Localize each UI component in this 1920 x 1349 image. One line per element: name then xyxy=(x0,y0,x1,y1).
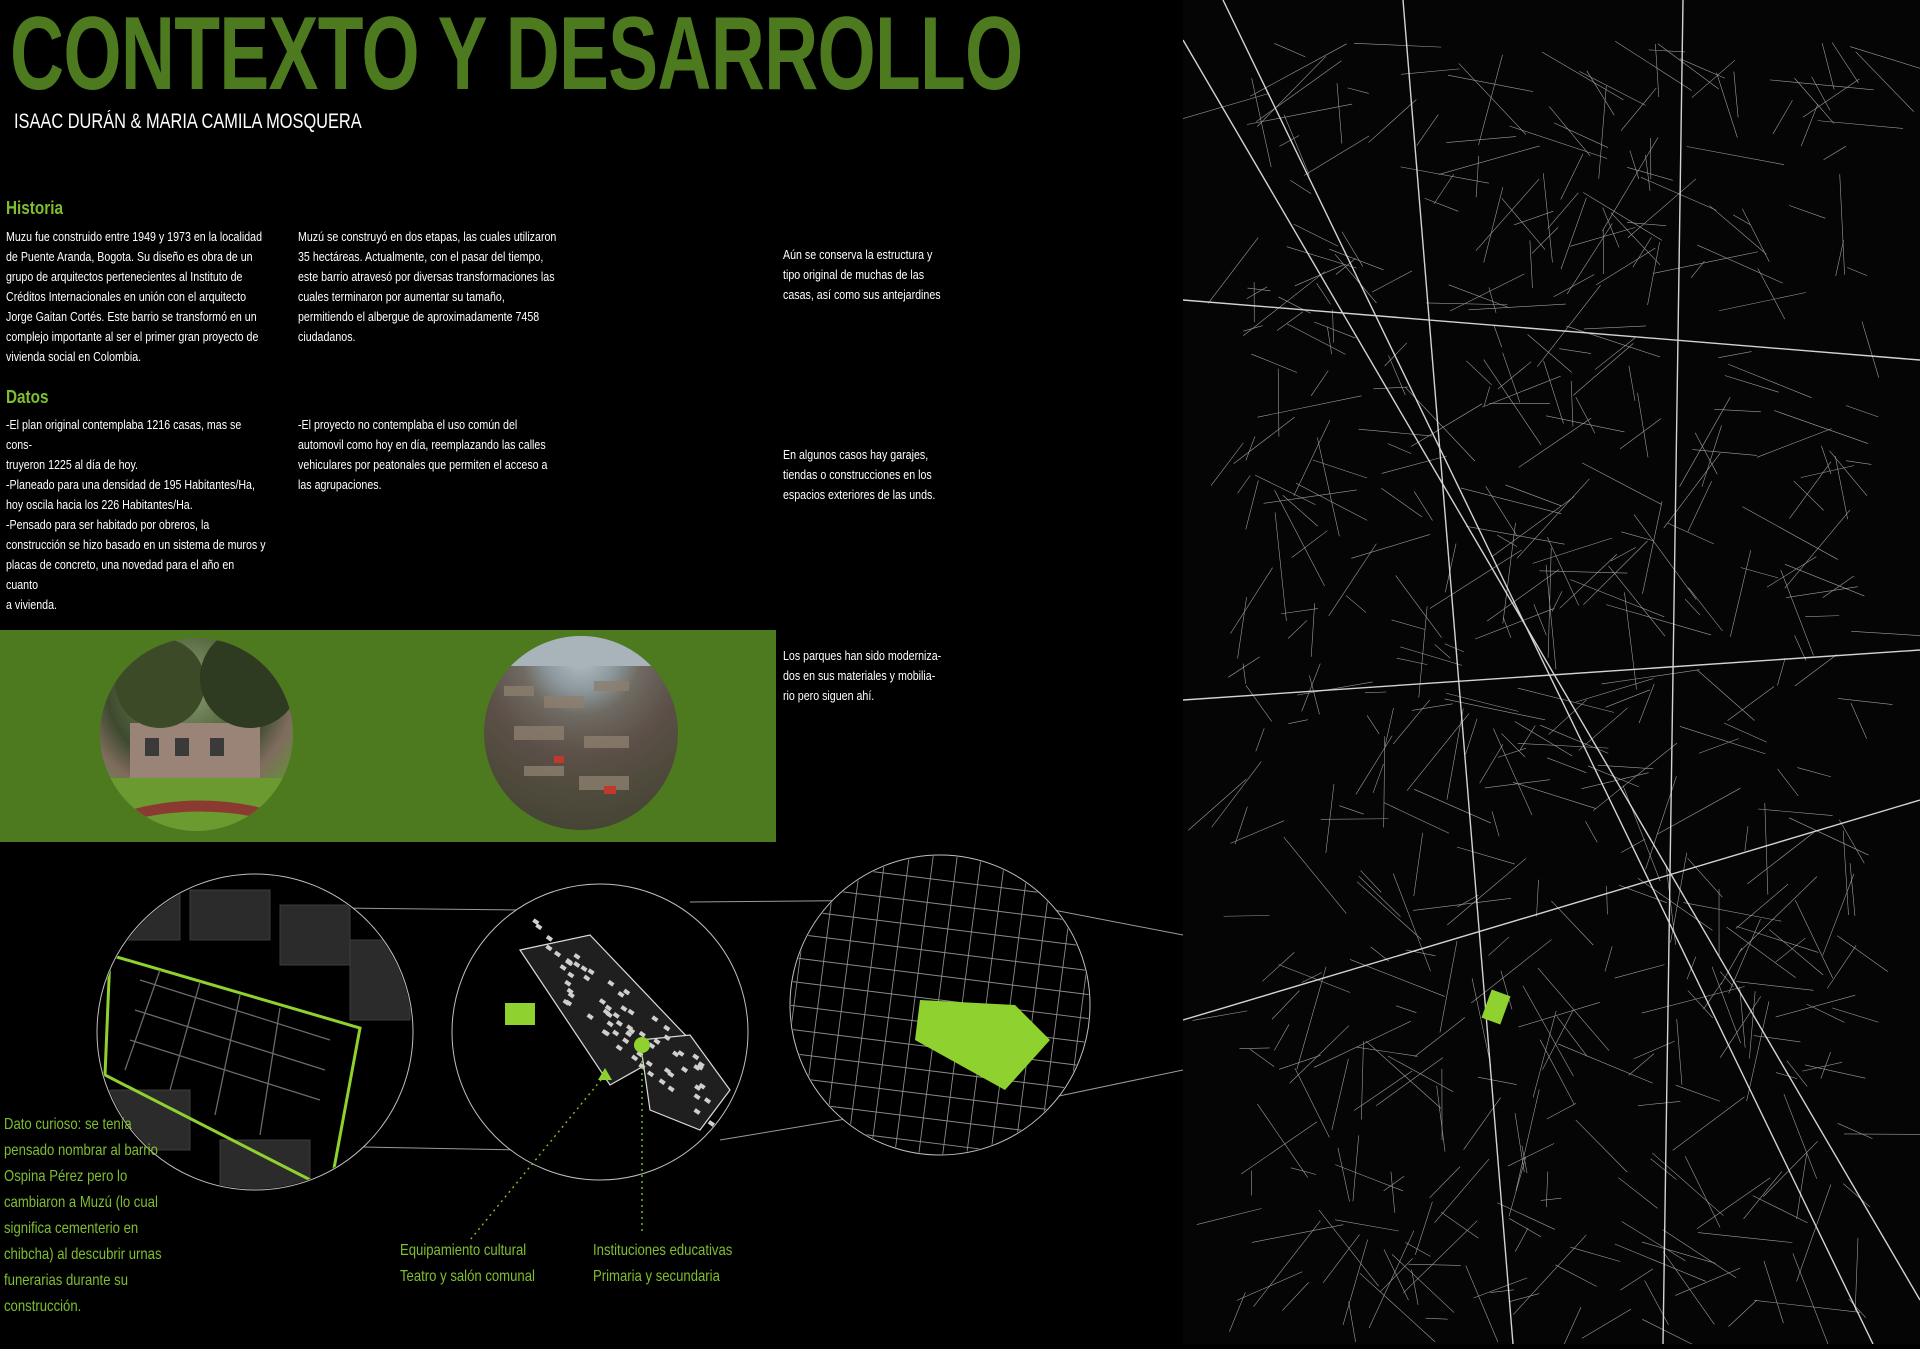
fun-fact xyxy=(4,1112,234,1320)
neighborhood-axonometric-circle xyxy=(452,884,748,1180)
historia-text-2-content: Muzú se construyó en dos etapas, las cuales utilizaron 35 hectáreas. Actualmente, con el pasar del tiempo, este barrio atravesó por diversas transformaciones las cuales terminaron por aumentar su tamaño, permitiendo el albergue de aproximadamente 7458 ciudadanos. xyxy=(298,227,560,347)
datos-text-2-content: -El proyecto no contemplaba el uso común del automovil como hoy en día, reemplazando las calles vehiculares por peatonales que permiten el acceso a las agrupaciones. xyxy=(298,415,560,495)
education-annotation xyxy=(593,1238,803,1290)
green-park-marker xyxy=(505,1003,535,1025)
education-annotation-content: Instituciones educativas Primaria y secundaria xyxy=(593,1238,765,1290)
school-marker xyxy=(634,1037,650,1053)
cultural-annotation-content: Equipamiento cultural Teatro y salón comunal xyxy=(400,1238,564,1290)
district-plan-circle xyxy=(750,850,1102,1212)
page-title: CONTEXTO Y DESARROLLO xyxy=(10,2,1023,106)
historia-heading: Historia xyxy=(6,198,63,219)
datos-heading: Datos xyxy=(6,387,49,408)
historia-text-1-content: Muzu fue construido entre 1949 y 1973 en la localidad de Puente Aranda, Bogota. Su diseño es obra de un grupo de arquitectos pertenecientes al Instituto de Créditos Internacionales en unión con el arquitecto Jorge Gaitan Cortés. Este barrio se transformó en un complejo importante al ser el primer gran proyecto de vivienda social en Colombia. xyxy=(6,227,268,367)
cultural-annotation xyxy=(400,1238,600,1290)
side-note-garages-content: En algunos casos hay garajes, tiendas o construcciones en los espacios exteriores de las unds. xyxy=(783,445,947,505)
side-note-structure-content: Aún se conserva la estructura y tipo original de muchas de las casas, así como sus antejardines xyxy=(783,245,947,305)
fun-fact-content: Dato curioso: se tenía pensado nombrar al barrio Ospina Pérez pero lo cambiaron a Muzú (lo cual significa cementerio en chibcha) al descubrir urnas funerarias durante su construcción. xyxy=(4,1112,193,1320)
authors: ISAAC DURÁN & MARIA CAMILA MOSQUERA xyxy=(14,110,362,134)
datos-text-1-content: -El plan original contemplaba 1216 casas, mas se cons- truyeron 1225 al día de hoy. -Planeado para una densidad de 195 Habitantes/Ha, hoy oscila hacia los 226 Habitantes/Ha. -Pensado para ser habitado por obreros, la construcción se hizo basado en un sistema de muros y placas de concreto, una novedad para el año en cuanto a vivienda. xyxy=(6,415,268,615)
side-note-parks-content: Los parques han sido moderniza- dos en sus materiales y mobilia- rio pero siguen ahí. xyxy=(783,646,947,706)
